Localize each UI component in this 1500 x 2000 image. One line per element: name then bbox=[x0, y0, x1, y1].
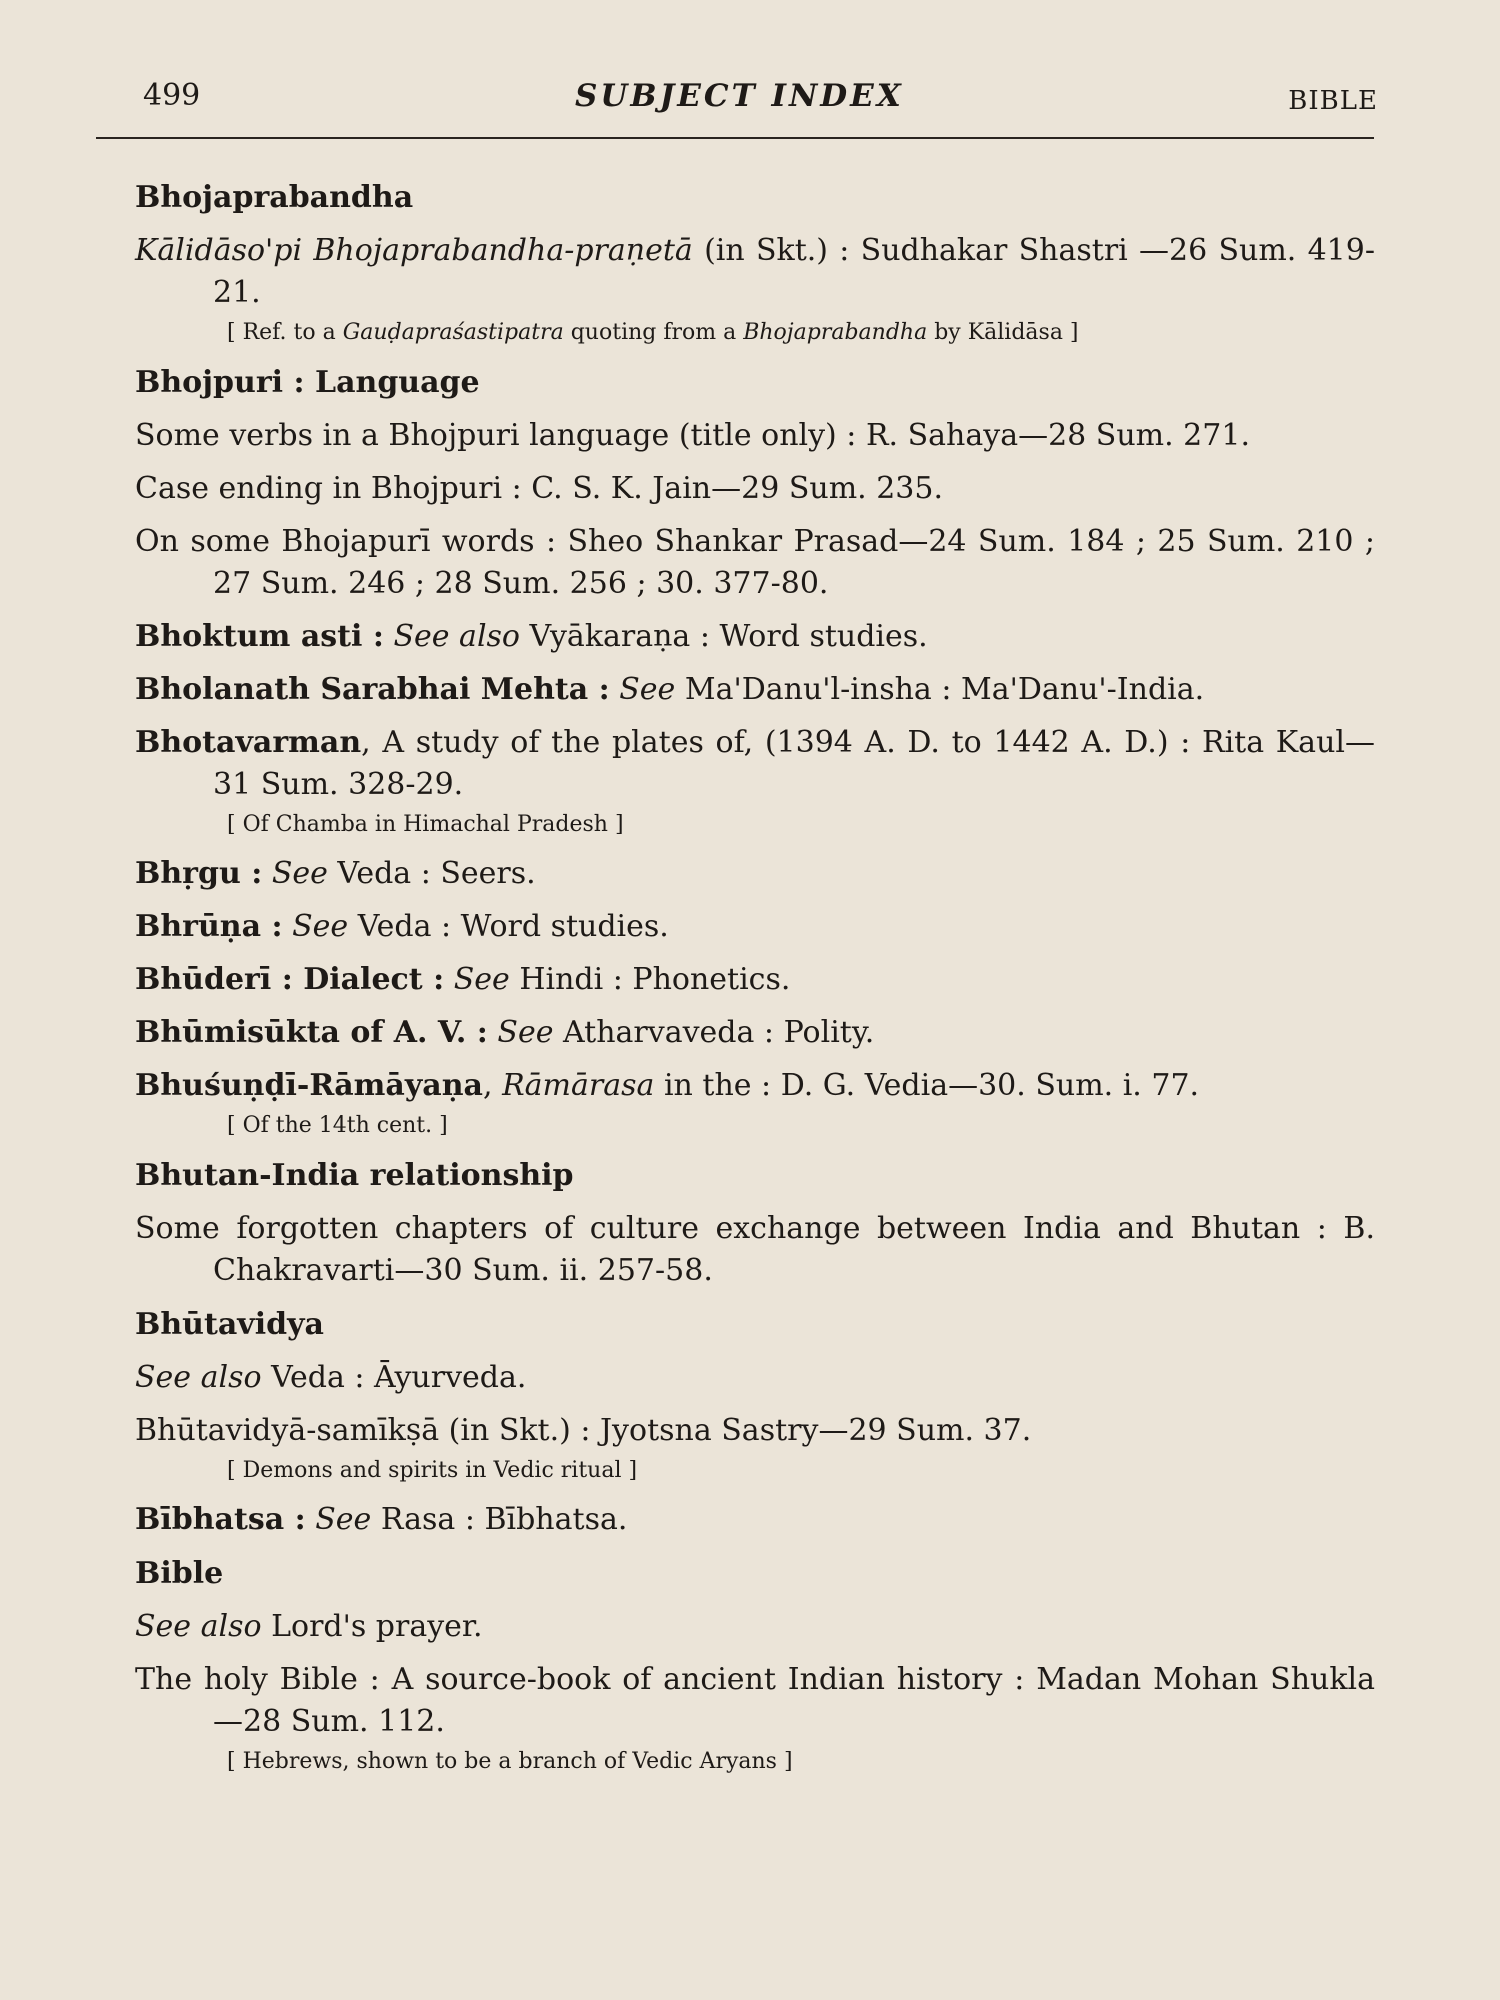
index-entry: The holy Bible : A source-book of ancient Indian history : Madan Mohan Shukla—28 Sum. 112. bbox=[135, 1662, 1375, 1739]
index-entry: Bhrūṇa : See Veda : Word studies. bbox=[135, 909, 669, 944]
page-number: 499 bbox=[143, 78, 201, 113]
index-note: [ Of the 14th cent. ] bbox=[227, 1113, 448, 1138]
index-heading: Bhūtavidya bbox=[135, 1307, 324, 1342]
index-entry: Bhuśuṇḍī-Rāmāyaṇa, Rāmārasa in the : D. G. Vedia—30. Sum. i. 77. bbox=[135, 1068, 1200, 1103]
index-entry: See also Lord's prayer. bbox=[135, 1609, 483, 1644]
index-entry: Some verbs in a Bhojpuri language (title only) : R. Sahaya—28 Sum. 271. bbox=[135, 418, 1250, 453]
index-heading: Bhojpuri : Language bbox=[135, 365, 480, 400]
index-entry: On some Bhojapurī words : Sheo Shankar Prasad—24 Sum. 184 ; 25 Sum. 210 ; 27 Sum. 246 ; 28 Sum. 256 ; 30. 377-80. bbox=[135, 524, 1375, 601]
header-rule bbox=[96, 137, 1374, 139]
index-entry: Bhūmisūkta of A. V. : See Atharvaveda : Polity. bbox=[135, 1015, 875, 1050]
index-heading: Bhutan-India relationship bbox=[135, 1158, 574, 1193]
index-note: [ Ref. to a Gauḍapraśastipatra quoting from a Bhojaprabandha by Kālidāsa ] bbox=[227, 320, 1079, 345]
running-header bbox=[135, 78, 1380, 128]
index-entry: Bhṛgu : See Veda : Seers. bbox=[135, 856, 536, 891]
running-head-term: BIBLE bbox=[1288, 86, 1378, 116]
index-entry: Bhūtavidyā-samīkṣā (in Skt.) : Jyotsna Sastry—29 Sum. 37. bbox=[135, 1413, 1032, 1448]
index-entry: Bhūderī : Dialect : See Hindi : Phonetics. bbox=[135, 962, 791, 997]
index-entry: See also Veda : Āyurveda. bbox=[135, 1360, 527, 1395]
index-entry: Case ending in Bhojpuri : C. S. K. Jain—29 Sum. 235. bbox=[135, 471, 944, 506]
index-entry: Bhoktum asti : See also Vyākaraṇa : Word studies. bbox=[135, 619, 928, 654]
index-entry: Bhotavarman, A study of the plates of, (1394 A. D. to 1442 A. D.) : Rita Kaul—31 Sum. 328-29. bbox=[135, 725, 1375, 802]
index-heading: Bhojaprabandha bbox=[135, 180, 414, 215]
page-title: SUBJECT INDEX bbox=[575, 78, 904, 114]
index-note: [ Demons and spirits in Vedic ritual ] bbox=[227, 1458, 638, 1483]
index-entry: Some forgotten chapters of culture exchange between India and Bhutan : B. Chakravarti—30 Sum. ii. 257-58. bbox=[135, 1211, 1375, 1288]
index-heading: Bible bbox=[135, 1556, 224, 1591]
index-entry: Bholanath Sarabhai Mehta : See Ma'Danu'l-insha : Ma'Danu'-India. bbox=[135, 672, 1205, 707]
index-note: [ Of Chamba in Himachal Pradesh ] bbox=[227, 812, 624, 837]
index-entry: Kālidāso'pi Bhojaprabandha-praṇetā (in Skt.) : Sudhakar Shastri —26 Sum. 419-21. bbox=[135, 233, 1375, 310]
index-entry: Bībhatsa : See Rasa : Bībhatsa. bbox=[135, 1502, 628, 1537]
index-note: [ Hebrews, shown to be a branch of Vedic Aryans ] bbox=[227, 1749, 793, 1774]
index-body bbox=[135, 165, 1375, 1779]
